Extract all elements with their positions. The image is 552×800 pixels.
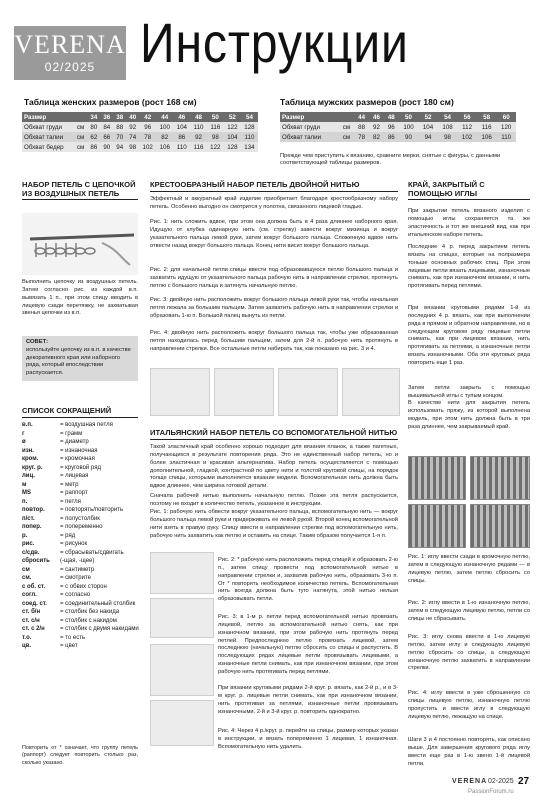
table-cell: см <box>74 142 88 152</box>
table-cell: 92 <box>126 122 139 132</box>
table-cell: 90 <box>399 132 419 142</box>
men-table-title: Таблица мужских размеров (рост 180 см) <box>280 97 454 107</box>
header-cell: 56 <box>457 112 477 122</box>
table-row <box>22 132 258 142</box>
size-note: Прежде чем приступить к вязанию, сравните мерки, снятые с фигуры, с данными соответствующей таблицы размеров. <box>280 153 501 167</box>
cross-heading: КРЕСТООБРАЗНЫЙ НАБОР ПЕТЕЛЬ ДВОЙНОЙ НИТЬЮ <box>150 181 398 192</box>
table-cell: 70 <box>113 132 126 142</box>
abbr-heading: СПИСОК СОКРАЩЕНИЙ <box>22 407 138 418</box>
abbr-value: = раппорт <box>60 490 88 497</box>
table-cell: 106 <box>156 142 173 152</box>
abbr-item <box>22 447 140 456</box>
abbr-item <box>22 523 140 532</box>
abbr-key: с/сдв. <box>22 549 40 556</box>
table-cell: 78 <box>354 132 369 142</box>
abbr-key: соед. ст. <box>22 600 47 607</box>
table-cell: 86 <box>87 142 100 152</box>
table-cell: 88 <box>113 122 126 132</box>
abbr-key: повтор. <box>22 507 45 514</box>
table-cell: см <box>74 122 88 132</box>
watermark: PassionForum.ru <box>468 789 514 795</box>
abbr-value: = с обвих сторон <box>60 583 107 590</box>
table-cell: 92 <box>190 132 207 142</box>
header-cell: 52 <box>224 112 241 122</box>
edge-p4: Затем петли закрыть с помощью вышивальной иглы с тупым концом. <box>408 385 530 399</box>
cross-figure-1 <box>150 368 210 416</box>
table-cell: Обхват бедер <box>22 142 74 152</box>
cross-figure-3 <box>278 368 338 416</box>
header-cell: 36 <box>100 112 113 122</box>
header-cell: 60 <box>496 112 516 122</box>
table-cell: 128 <box>224 142 241 152</box>
abbr-key: круг. р. <box>22 464 43 471</box>
header-cell: Размер <box>280 112 339 122</box>
abbr-key: ст. с/н <box>22 617 40 624</box>
table-cell: 96 <box>384 122 399 132</box>
edge-figure-1 <box>408 456 466 500</box>
abbr-item <box>22 625 140 634</box>
footer-issue: 02-2025 <box>488 778 514 785</box>
abbr-key: см. <box>22 575 32 582</box>
abbr-key: MS <box>22 490 31 497</box>
edge-fig2: Рис. 2: иглу ввести в 1-ю изнаночную петлю, затем в следующую лицевую петлю, петли со спицы не сбрасывать. <box>408 600 530 622</box>
abbr-item <box>22 438 140 447</box>
header-cell: 40 <box>126 112 139 122</box>
tip-box <box>22 336 138 381</box>
italian-fig3b: При вязании круговыми рядами 2-й круг. р. вязать, как 2-й р., и в 3-м круг. р. лицевые петли снимать, как при изнаночном вязании, нить протягивая за петлями, изнаночные петли провязывать изнаночными. 2-й и 3-й круг. р. повторить однократно. <box>218 685 398 715</box>
table-cell: 96 <box>139 122 156 132</box>
table-cell: 62 <box>87 132 100 142</box>
table-cell: 80 <box>87 122 100 132</box>
table-cell: 82 <box>156 132 173 142</box>
italian-figure-2 <box>150 598 214 638</box>
header-cell: 44 <box>156 112 173 122</box>
table-cell: 100 <box>156 122 173 132</box>
italian-fig2: Рис. 2: * рабочую нить расположить перед спицей и образовать 2-ю п., затем спицу провести под вспомогательной нитью в направлении стрелки и, захватив рабочую нить, образовать 3-ю п. От * повторять необходимое количество петель. Вспомогательная нить всегда должна быть туго натянута, этой нитью нельзя образовывать петли. <box>218 557 398 603</box>
table-cell: 78 <box>139 132 156 142</box>
table-row <box>22 142 258 152</box>
abbr-item <box>22 532 140 541</box>
header-cell: 52 <box>418 112 438 122</box>
table-cell: 104 <box>418 122 438 132</box>
table-cell: 86 <box>384 132 399 142</box>
abbr-item <box>22 591 140 600</box>
table-cell: 122 <box>207 142 224 152</box>
abbr-value: = цвет <box>60 643 78 650</box>
abbr-item <box>22 481 140 490</box>
header-cell <box>74 112 88 122</box>
header-cell: 48 <box>384 112 399 122</box>
abbr-value: = сбрасывать/сдвигать <box>60 549 124 556</box>
tip-title: СОВЕТ: <box>26 339 48 345</box>
abbr-key: т.о. <box>22 634 32 641</box>
table-cell: 88 <box>354 122 369 132</box>
size-table-header <box>22 112 258 122</box>
header-cell <box>339 112 354 122</box>
edge-figure-2 <box>470 456 530 500</box>
table-cell: 86 <box>173 132 190 142</box>
abbr-value: = ряд <box>60 532 76 539</box>
header-cell: 46 <box>173 112 190 122</box>
abbr-key: ст. б/н <box>22 609 41 616</box>
abbr-key: м <box>22 481 27 488</box>
abbr-key: согл. <box>22 592 37 599</box>
table-cell: 122 <box>224 122 241 132</box>
table-cell: 104 <box>173 122 190 132</box>
cross-fig2: Рис. 2: для начальной петли спицы ввести под образовавшуюся петлю большого пальца и захватить идущую от указательного пальца рабочую нить в направлении стрелки, протянуть петлю с большого пальца и затянуть начальную петлю. <box>150 267 398 289</box>
table-cell: 110 <box>241 132 258 142</box>
abbr-key: в.п. <box>22 422 33 428</box>
abbr-key: рис. <box>22 541 35 548</box>
header-cell: 34 <box>87 112 100 122</box>
table-cell: Обхват груди <box>280 122 339 132</box>
abbr-item <box>22 430 140 439</box>
italian-figure-3 <box>150 644 214 696</box>
size-table-header <box>280 112 516 122</box>
table-cell: 66 <box>100 132 113 142</box>
abbr-value: = рисунок <box>60 541 88 548</box>
table-cell: 116 <box>207 122 224 132</box>
table-cell: 98 <box>126 142 139 152</box>
abbr-item <box>22 506 140 515</box>
abbr-key: ø <box>22 439 26 446</box>
abbr-item <box>22 600 140 609</box>
table-cell: 92 <box>369 122 384 132</box>
page-title: Инструкции <box>140 11 409 74</box>
repeat-note: Повторить от * означает, что группу петель (раппорт) следует повторить столько раз, сколько указано. <box>22 745 138 766</box>
table-cell: 110 <box>496 132 516 142</box>
abbr-value: = метр <box>60 481 79 488</box>
abbr-item <box>22 634 140 643</box>
abbr-value: = столбик с двумя накидами <box>60 626 139 633</box>
abbr-value: = изнаночная <box>60 447 98 454</box>
italian-figure-4 <box>150 700 214 746</box>
table-cell: 100 <box>399 122 419 132</box>
abbr-key: с об. ст. <box>22 583 46 590</box>
cross-fig4: Рис. 4: двойную нить расположить вокруг большого пальца так, чтобы уже образованная петля находилась перед большим пальцем, затем для 2-й п. рабочую нить протянуть в направлении стрелки. Все остальные петли набирать так, как показано на рис. 3 и 4. <box>150 330 398 352</box>
header-cell: 54 <box>438 112 458 122</box>
header-cell: 46 <box>369 112 384 122</box>
table-cell: 84 <box>100 122 113 132</box>
table-cell: 98 <box>438 132 458 142</box>
abbr-key: п/ст. <box>22 515 35 522</box>
abbr-value: = смотрите <box>60 575 91 582</box>
table-cell: см <box>339 122 354 132</box>
edge-p3: При вязании круговыми рядами 1-й из последних 4 р. вязать, как при выполнении ряда в прямом и обратном направлении, но в следующем круговом ряду лицевые петли снимать, как при лицевом вязании, нить протягивать за петлями, а изнаночные петли вязать изнаночными. Оба эти круговых ряда повторить еще 1 раз. <box>408 305 530 367</box>
table-cell: 116 <box>477 122 497 132</box>
cross-fig3: Рис. 3: двойную нить расположить вокруг большого пальца левой руки так, чтобы начальная петля лежала за большим пальцем. Затем захватить рабочую нить в направлении стрелки и образовать 1-ю п. Большой палец вынуть из петли. <box>150 297 398 319</box>
abbr-key: р. <box>22 532 28 539</box>
cross-figure-2 <box>214 368 274 416</box>
chain-text: Выполнить цепочку из воздушных петель. Затем согласно рис. из каждой в.п. вывязать 1 п., при этом спицу вводить в лицевую сзади перетяжку, не захватывая звенья цепочки из в.п. <box>22 279 138 317</box>
edge-p2: Последние 4 р. перед закрытием петель вязать на спицах, которые на полразмера тоньше основных рабочих спиц. При этом лицевые петли вязать лицевыми, изнаночные снимать, как при изнаночном вязании, и нить протягивать перед петлями. <box>408 244 530 290</box>
abbr-item <box>22 498 140 507</box>
table-cell: 110 <box>173 142 190 152</box>
women-table-title: Таблица женских размеров (рост 168 см) <box>24 97 197 107</box>
italian-p2: Сначала рабочей нитью выполнить начальную петлю. Позже эта петля распускается, поэтому не входит в количество петель, указанное в инструкции. <box>150 493 398 507</box>
abbr-key: изн. <box>22 447 34 454</box>
abbr-key: ст. с 2/н <box>22 626 45 633</box>
abbr-item <box>22 617 140 626</box>
women-size-table <box>22 112 258 152</box>
edge-figure-3 <box>408 504 466 548</box>
edge-fig1: Рис. 1: иглу ввести сзади в кромочную петлю, затем в следующую изнаночную рядами — в лицевую петлю, затем петлю сбросить со спицы. <box>408 554 530 584</box>
abbr-value: = соединительный столбик <box>60 600 136 607</box>
abbr-value: = полустолбик <box>60 515 100 522</box>
abbr-key: п. <box>22 498 28 505</box>
abbr-item <box>22 566 140 575</box>
italian-intro: Такой эластичный край особенно хорошо подходит для вязания планок, а также пагетных, получающихся в результате повторения ряда. Это не единственный набор петель, но и более эластичная и красивая альтернатива. Набор петель осуществляется с помощью дополнительной, гладкой, контрастной по цвету нити и толстой круговой спицы, на порядок толще спицы, которыми выполняется вязание модели. Вспомогательная нить должна быть вдвое длиннее, чем ширина готовой детали. <box>150 444 398 490</box>
abbr-item <box>22 455 140 464</box>
men-size-table <box>280 112 516 142</box>
abbr-item <box>22 464 140 473</box>
abbr-key: сбросить <box>22 558 50 565</box>
magazine-logo <box>14 26 126 80</box>
abbr-value: = воздушная петля <box>60 422 113 428</box>
table-cell: 98 <box>207 132 224 142</box>
header-cell: 42 <box>139 112 156 122</box>
abbr-value: = то есть <box>60 634 86 641</box>
abbr-item <box>22 608 140 617</box>
table-cell: 82 <box>369 132 384 142</box>
table-cell: см <box>74 132 88 142</box>
table-row <box>280 132 516 142</box>
abbr-item <box>22 540 140 549</box>
abbr-item <box>22 421 140 430</box>
table-cell: 128 <box>241 122 258 132</box>
abbr-item <box>22 515 140 524</box>
abbr-item <box>22 642 140 651</box>
table-cell: Обхват талии <box>22 132 74 142</box>
cross-intro: Эффектный и аккуратный край изделие приобретает благодаря крестообразному набору петель. Особенно выгодно он смотрится у полотна, связанного лицевой гладью. <box>150 196 398 210</box>
italian-heading: ИТАЛЬЯНСКИЙ НАБОР ПЕТЕЛЬ СО ВСПОМОГАТЕЛЬНОЙ НИТЬЮ <box>150 429 398 440</box>
table-cell: 94 <box>113 142 126 152</box>
edge-p1: При закрытии петель вязаного изделия с помощью иглы сохраняется та же эластичность и тот же внешний вид, как при итальянском наборе петель. <box>408 208 530 238</box>
abbr-item <box>22 583 140 592</box>
abbr-value: = круговой ряд <box>60 464 101 471</box>
abbr-value: = согласно <box>60 592 91 599</box>
abbr-value: = петля <box>60 498 81 505</box>
header-cell: 54 <box>241 112 258 122</box>
table-row <box>280 122 516 132</box>
table-cell: 116 <box>190 142 207 152</box>
edge-figure-4 <box>470 504 530 548</box>
chain-illustration <box>22 213 138 275</box>
table-cell: 108 <box>438 122 458 132</box>
logo-issue: 02/2025 <box>44 60 96 74</box>
edge-fig3: Рис. 3: иглу снова ввести в 1-ю лицевую петлю, затем иглу и следующую лицевую петлю сбросить со спицы, а следующую изнаночную петлю захватить в направлении стрелки. <box>408 634 530 672</box>
abbr-value: = грамм <box>60 430 83 437</box>
abbr-value: = сантиметр <box>60 566 95 573</box>
header-cell: 48 <box>190 112 207 122</box>
cross-fig1: Рис. 1: нить сложить вдвое, при этом она должна быть в 4 раза длиннее наборного края. Идущую от клубка одинарную нить (см. стрелку) завести вокруг мизинца и вокруг указательного пальца левой руки, затем вокруг большого пальца. Сложенную вдвое нить отвести назад вокруг большого пальца. Конец нити висит вокруг большого пальца. <box>150 219 398 249</box>
abbr-value: = попеременно <box>60 524 103 531</box>
table-row <box>22 122 258 132</box>
italian-figure-1 <box>150 552 214 594</box>
table-cell: Обхват талии <box>280 132 339 142</box>
chain-heading: НАБОР ПЕТЕЛЬ С ЦЕПОЧКОЙ ИЗ ВОЗДУШНЫХ ПЕТЕЛЬ <box>22 181 138 200</box>
abbr-value: = кромочная <box>60 456 95 463</box>
edge-fig4: Рис. 4: иглу ввести в уже сброшенную со спицы лицевую петлю, изнаночную петлю пропустить и ввести иглу в следующую лицевую петлю, лежащую на спице. <box>408 690 530 720</box>
header-cell: 50 <box>207 112 224 122</box>
logo-brand: VERENA <box>14 30 126 59</box>
abbr-value: = лицевая <box>60 473 89 480</box>
abbr-item <box>22 489 140 498</box>
header-cell: 50 <box>399 112 419 122</box>
table-cell: 102 <box>139 142 156 152</box>
page-number: 27 <box>518 776 530 787</box>
edge-heading: КРАЙ, ЗАКРЫТЫЙ С ПОМОЩЬЮ ИГЛЫ <box>408 181 530 200</box>
abbr-item <box>22 549 140 558</box>
abbr-key: цв. <box>22 643 32 650</box>
table-cell: см <box>339 132 354 142</box>
abbr-value: = диаметр <box>60 439 89 446</box>
abbr-key: лиц. <box>22 473 35 480</box>
italian-fig4: Рис. 4: Через 4 р./круг. р. перейти на спицы, размер которых указан в инструкции, и вязать попеременно 1 лицевая, 1 изнаночная. Вспомогательную нить удалить. <box>218 728 398 750</box>
table-cell: Обхват груди <box>22 122 74 132</box>
abbr-item <box>22 472 140 481</box>
table-cell: 94 <box>418 132 438 142</box>
edge-p5: В качестве нити для закрытия петель использовать пряжу, из которой выполнена модель, при этом нить должна быть в три раза длиннее, чем закрываемый край. <box>408 400 530 430</box>
header-cell: 38 <box>113 112 126 122</box>
abbr-value: = столбик с накидом <box>60 617 117 624</box>
table-cell: 106 <box>477 132 497 142</box>
header-cell: Размер <box>22 112 74 122</box>
tip-text: используйте цепочку из в.п. в качестве декоративного края или наборного ряда, который впоследствии распускается. <box>26 346 131 377</box>
table-cell: 104 <box>224 132 241 142</box>
header-cell: 44 <box>354 112 369 122</box>
table-cell: 102 <box>457 132 477 142</box>
abbr-value: (-щая, -щее) <box>60 558 95 565</box>
abbr-key: попер. <box>22 524 42 531</box>
abbr-value: = столбик без накида <box>60 609 120 616</box>
table-cell: 110 <box>190 122 207 132</box>
cross-figure-4 <box>342 368 400 416</box>
footer-brand: VERENA <box>452 778 488 785</box>
abbr-item <box>22 557 140 566</box>
abbr-key: см <box>22 566 30 573</box>
header-cell: 58 <box>477 112 497 122</box>
table-cell: 74 <box>126 132 139 142</box>
table-cell: 90 <box>100 142 113 152</box>
abbr-key: г <box>22 430 25 437</box>
italian-fig3: Рис. 3: в 1-м р. петли перед вспомогательной нитью провязать лицевой, петлю за вспомогательной нитью снять, как при изнаночном вязании, при этом рабочую нить протянуть перед петлей. Предпоследнюю петлю провязать лицевой, затем последнюю (начальную) петлю сбросить со спицы и распустить. В последующих рядах лицевые петли провязывать лицевыми, а изнаночные петли снимать, как при изнаночном вязании, при этом рабочую нить протягивать перед петлями. <box>218 614 398 676</box>
abbr-item <box>22 574 140 583</box>
abbr-value: = повторять/повторить <box>60 507 124 514</box>
abbreviation-list <box>22 421 140 651</box>
table-cell: 120 <box>496 122 516 132</box>
table-cell: 112 <box>457 122 477 132</box>
abbr-key: кром. <box>22 456 39 463</box>
italian-fig1: Рис. 1: рабочую нить обвести вокруг указательного пальца, вспомогательную нить — вокруг большого пальца левой руки и придерживать ее левой рукой. Второй конец вспомогательной нити взять в правую руку. Спицу ввести в направлении стрелки под вспомогательную нить, рабочую нить захватить как петлю и оставить на спице. Таким образом получается 1-я п. <box>150 509 398 539</box>
edge-p6: Шаги 3 и 4 постоянно повторять, как описано выше. Для завершения кругового ряда иглу ввести еще раз в 1-ю звено 1-й лицевой петли. <box>408 737 530 767</box>
table-cell: 134 <box>241 142 258 152</box>
